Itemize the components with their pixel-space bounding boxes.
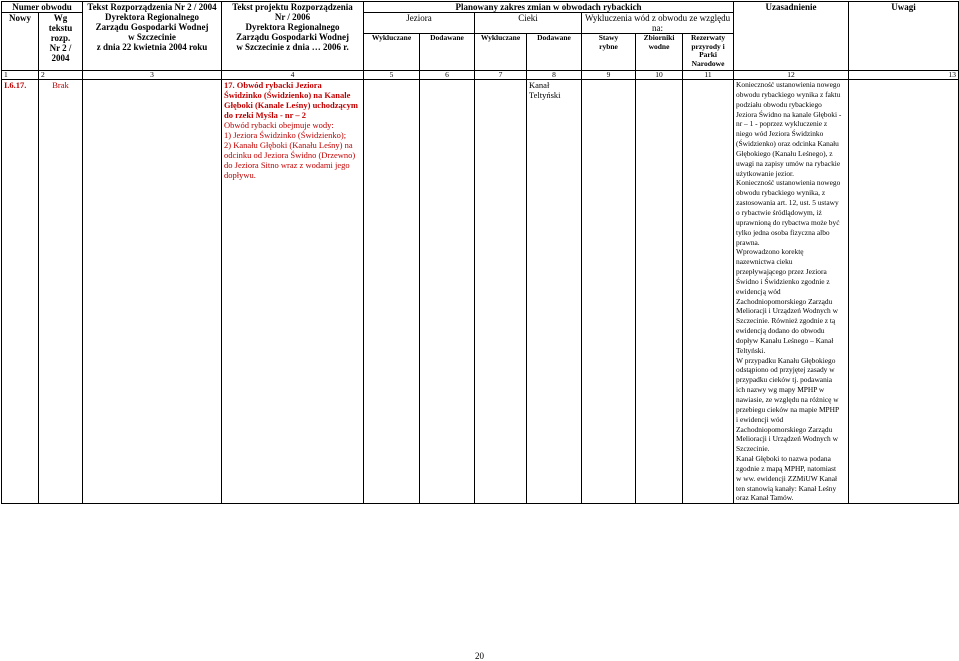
uzasadnienie-line: Zachodniopomorskiego Zarządu [736,424,833,434]
uzasadnienie-line: obwodu rybackiego wynika, z [736,188,826,198]
uzasadnienie-line: ich nazwy wg mapy MPHP w [736,385,825,395]
uzasadnienie-line: przebiegu cieków na mapie MPHP [736,404,840,414]
uzasadnienie-line: oraz Kanał Tamów. [736,493,794,503]
rybackie-obwody-table [1,1,959,504]
jeziora-dodawane-cell [420,80,475,504]
obwod-description: Obwód rybacki obejmuje wody: 1) Jeziora Świdzinko (Świdzienko); 2) Kanału Głęboki (Kanału Leśny) na odcinku od Jeziora Świdno (Drzewno) do Jeziora Sitno wraz z wodami jego dopływu. [224,120,356,180]
header-nowy: Nowy [2,13,39,71]
header-tekst-rozporzadzenia: Tekst Rozporządzenia Nr 2 / 2004 Dyrektora Regionalnego Zarządu Gospodarki Wodnej w Szczecinie z dnia 22 kwietnia 2004 roku [83,2,222,71]
uzasadnienie-line: ewidencją dodano do obwodu [736,326,825,336]
uzasadnienie-line: nazewnictwa cieku [736,257,793,267]
zbiorniki-wodne-cell [636,80,683,504]
uzasadnienie-line: Świdno i Świdzienko zgodnie z [736,276,830,286]
uzasadnienie-line: zastosowania art. 12, ust. 5 ustawy [736,198,839,208]
uzasadnienie-line: Głębokiego (Kanału Leśnego), z [736,148,833,158]
uzasadnienie-line: odstąpiono od przyjętej zasady w [736,365,835,375]
uzasadnienie-line: prawna. [736,237,760,247]
uzasadnienie-line: uwagi na zapisy umów na rybackie [736,158,841,168]
uzasadnienie-line: Jeziora Świdno na kanale Głęboki - [736,109,842,119]
page-number: 20 [475,651,484,661]
uzasadnienie-text [736,80,845,503]
uzasadnienie-line: Konieczność ustanowienia nowego [736,178,841,188]
uzasadnienie-line: Kanał Głęboki to nazwa podana [736,454,831,464]
header-zbiorniki-wodne: Zbiorniki wodne [636,34,683,71]
uzasadnienie-line: (Świdzienko) oraz odcinka Kanału [736,139,839,149]
uzasadnienie-line: W przypadku Kanału Głębokiego [736,355,836,365]
header-uzasadnienie: Uzasadnienie [734,2,849,71]
obwod-title: 17. Obwód rybacki Jeziora Świdzinko (Świdzienko) na Kanale Głęboki (Kanale Leśny) uchodzącym do rzeki Myśla - nr – 2 [224,80,358,120]
uzasadnienie-line: i ewidencji wód [736,414,784,424]
header-cieki-wykluczane: Wykluczane [475,34,527,71]
cieki-wykluczane-cell [475,80,527,504]
column-number: 2 [39,71,83,80]
header-wykluczenia: Wykluczenia wód z obwodu ze względu na: [582,13,734,34]
uzasadnienie-line: Konieczność ustanowienia nowego [736,80,841,89]
uzasadnienie-line: Zachodniopomorskiego Zarządu [736,296,833,306]
cieki-dodawane-cell: Kanał Teltyński [527,80,582,504]
jeziora-wykluczane-cell [364,80,420,504]
stawy-rybne-cell [582,80,636,504]
column-number: 13 [849,71,959,80]
uzasadnienie-line: tylko jedna osoba fizyczna albo [736,227,830,237]
uzasadnienie-line: w ww. ewidencji ZZMiUW Kanał [736,473,838,483]
uzasadnienie-line: nawiasie, ze względu na różnicę w [736,395,839,404]
header-jeziora-wykluczane: Wykluczane [364,34,420,71]
header-numer-obwodu: Numer obwodu [2,2,83,13]
wg-tekstu-value: Brak [39,80,83,504]
uzasadnienie-line: przepływającego przez Jeziora [736,267,827,277]
uzasadnienie-line: użytkowanie jezior. [736,168,794,178]
header-tekst-projektu: Tekst projektu Rozporządzenia Nr / 2006 Dyrektora Regionalnego Zarządu Gospodarki Wodnej w Szczecinie z dnia … 2006 r. [222,2,364,71]
header-wg-tekstu: Wg tekstu rozp. Nr 2 / 2004 [39,13,83,71]
column-number: 1 [2,71,39,80]
uzasadnienie-line: o rybactwie śródlądowym, iż [736,207,822,217]
uzasadnienie-line: przypadku cieków tj. podawania [736,375,833,385]
header-cieki-dodawane: Dodawane [527,34,582,71]
uzasadnienie-line: ewidencją wód [736,286,781,296]
column-number: 3 [83,71,222,80]
uzasadnienie-line: uprawnioną do rybactwa może być [736,217,840,227]
column-number: 6 [420,71,475,80]
header-stawy-rybne: Stawy rybne [582,34,636,71]
uzasadnienie-line: dopływ Kanału Leśnego – Kanał [736,335,834,345]
header-rezerwaty: Rezerwaty przyrody i Parki Narodowe [683,34,734,71]
uzasadnienie-line: Teltyński. [736,345,766,355]
column-number: 10 [636,71,683,80]
uzasadnienie-line: ten stanowią kanały: Kanał Leśny [736,483,837,493]
uzasadnienie-line: nr – 1 - poprzez wykluczenie z [736,119,828,129]
uzasadnienie-line: podziału obwodu rybackiego [736,99,822,109]
uzasadnienie-line: obwodu rybackiego wynika z faktu [736,89,841,99]
column-number-row [2,71,959,80]
uzasadnienie-line: zgodnie z mapą MPHP, natomiast [736,463,837,473]
tekst-rozporzadzenia-cell [83,80,222,504]
uzasadnienie-line: Wprowadzono korektę [736,247,804,257]
header-jeziora: Jeziora [364,13,475,34]
column-number: 7 [475,71,527,80]
table-row [2,80,959,504]
rezerwaty-cell [683,80,734,504]
uzasadnienie-line: Szczecinie. [736,444,770,454]
column-number: 12 [734,71,849,80]
header-planowany-zakres: Planowany zakres zmian w obwodach rybackich [364,2,734,13]
tekst-projektu-cell [222,80,364,504]
column-number: 9 [582,71,636,80]
uwagi-cell [849,80,959,504]
obwod-numer: I.6.17. [2,80,39,504]
uzasadnienie-cell [734,80,849,504]
uzasadnienie-line: niego wód Jeziora Świdzinko [736,129,824,139]
column-number: 5 [364,71,420,80]
uzasadnienie-line: Melioracji i Urządzeń Wodnych w [736,306,838,316]
header-jeziora-dodawane: Dodawane [420,34,475,71]
header-uwagi: Uwagi [849,2,959,71]
column-number: 8 [527,71,582,80]
header-row-1 [2,2,959,13]
uzasadnienie-line: Melioracji i Urządzeń Wodnych w [736,434,838,444]
header-cieki: Cieki [475,13,582,34]
column-number: 4 [222,71,364,80]
uzasadnienie-line: Szczecinie. Również zgodnie z tą [736,316,836,326]
column-number: 11 [683,71,734,80]
